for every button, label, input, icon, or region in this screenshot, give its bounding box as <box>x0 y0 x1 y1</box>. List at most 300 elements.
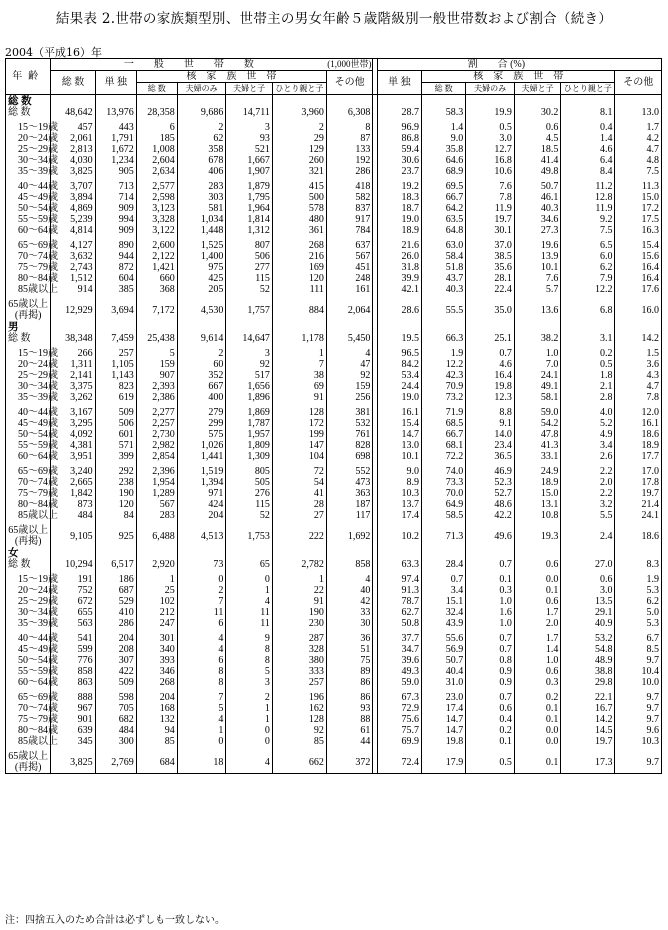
table-row <box>6 692 662 703</box>
value-cell: 4,530 <box>177 299 226 321</box>
value-cell: 91 <box>272 392 326 403</box>
value-cell: 40 <box>326 585 372 596</box>
value-cell: 2 <box>177 585 226 596</box>
value-cell: 19.8 <box>466 381 515 392</box>
row-label: 総 数 <box>6 107 51 118</box>
value-cell: 59.4 <box>377 144 421 155</box>
value-cell: 78.7 <box>377 596 421 607</box>
value-cell: 3,825 <box>51 751 95 774</box>
value-cell: 368 <box>136 284 177 295</box>
value-cell: 12.3 <box>466 392 515 403</box>
row-label: 20～24歳 <box>6 585 51 596</box>
value-cell: 567 <box>136 499 177 510</box>
value-cell: 85 <box>272 736 326 747</box>
value-cell: 56.9 <box>422 644 466 655</box>
value-cell: 26.0 <box>377 251 421 262</box>
empty-cell <box>615 547 662 559</box>
value-cell: 361 <box>272 225 326 236</box>
value-cell: 15.0 <box>615 192 662 203</box>
age-header: 年齢 <box>6 59 51 95</box>
value-cell: 63.5 <box>422 214 466 225</box>
table-row <box>6 299 662 321</box>
value-cell: 18 <box>177 751 226 774</box>
value-cell: 761 <box>326 429 372 440</box>
table-row <box>6 225 662 236</box>
empty-cell <box>226 547 272 559</box>
value-cell: 15.4 <box>377 418 421 429</box>
value-cell: 28.7 <box>377 107 421 118</box>
value-cell: 0.1 <box>514 585 560 596</box>
value-cell: 64.8 <box>422 225 466 236</box>
value-cell: 8.8 <box>466 407 515 418</box>
value-cell: 7 <box>177 692 226 703</box>
value-cell: 858 <box>51 666 95 677</box>
value-cell: 94 <box>136 725 177 736</box>
table-row <box>6 273 662 284</box>
value-cell: 10.2 <box>377 525 421 547</box>
value-cell: 1,026 <box>177 440 226 451</box>
value-cell: 967 <box>51 703 95 714</box>
value-cell: 2,064 <box>326 299 372 321</box>
value-cell: 38 <box>272 370 326 381</box>
value-cell: 805 <box>226 466 272 477</box>
ratio-unit-label: (%) <box>510 59 526 70</box>
value-cell: 54 <box>272 477 326 488</box>
row-label: 35～39歳 <box>6 618 51 629</box>
value-cell: 204 <box>136 692 177 703</box>
value-cell: 6 <box>177 618 226 629</box>
ratio-single-header: 単 独 <box>377 71 421 95</box>
value-cell: 6.2 <box>615 596 662 607</box>
value-cell: 12.2 <box>561 284 615 295</box>
empty-cell <box>326 547 372 559</box>
value-cell: 0.6 <box>514 122 560 133</box>
value-cell: 1,896 <box>226 392 272 403</box>
empty-cell <box>177 95 226 108</box>
value-cell: 8.3 <box>615 559 662 570</box>
table-row <box>6 488 662 499</box>
section-title: 男 <box>6 321 51 333</box>
value-cell: 1,008 <box>136 144 177 155</box>
value-cell: 13.7 <box>377 499 421 510</box>
value-cell: 406 <box>177 166 226 177</box>
value-cell: 75 <box>326 655 372 666</box>
value-cell: 190 <box>95 488 136 499</box>
table-row <box>6 633 662 644</box>
single-parent-header: ひとり親と子 <box>272 83 326 95</box>
value-cell: 639 <box>51 725 95 736</box>
value-cell: 1,400 <box>177 251 226 262</box>
empty-cell <box>514 321 560 333</box>
value-cell: 14.2 <box>561 714 615 725</box>
value-cell: 4,814 <box>51 225 95 236</box>
value-cell: 2 <box>272 122 326 133</box>
value-cell: 399 <box>95 451 136 462</box>
value-cell: 0.7 <box>422 574 466 585</box>
value-cell: 698 <box>326 451 372 462</box>
value-cell: 4 <box>326 574 372 585</box>
row-label: 80～84歳 <box>6 725 51 736</box>
value-cell: 10.3 <box>615 736 662 747</box>
row-label: 25～29歳 <box>6 370 51 381</box>
value-cell: 199 <box>272 429 326 440</box>
value-cell: 19.2 <box>377 181 421 192</box>
household-table-container <box>5 58 662 774</box>
value-cell: 9.6 <box>615 725 662 736</box>
table-row <box>6 133 662 144</box>
value-cell: 9.0 <box>377 466 421 477</box>
value-cell: 1,907 <box>226 166 272 177</box>
value-cell: 1.0 <box>466 596 515 607</box>
value-cell: 18.7 <box>377 203 421 214</box>
value-cell: 104 <box>272 451 326 462</box>
value-cell: 473 <box>326 477 372 488</box>
value-cell: 48.6 <box>466 499 515 510</box>
value-cell: 619 <box>95 392 136 403</box>
row-label: 80～84歳 <box>6 499 51 510</box>
value-cell: 752 <box>51 585 95 596</box>
value-cell: 47 <box>326 359 372 370</box>
total-header: 総 数 <box>51 71 95 95</box>
value-cell: 714 <box>95 192 136 203</box>
empty-cell <box>377 321 421 333</box>
value-cell: 345 <box>51 736 95 747</box>
value-cell: 29.8 <box>561 677 615 688</box>
value-cell: 292 <box>95 466 136 477</box>
value-cell: 19.7 <box>561 736 615 747</box>
row-label <box>6 525 51 547</box>
table-row <box>6 574 662 585</box>
value-cell: 300 <box>95 736 136 747</box>
value-cell: 0.1 <box>514 714 560 725</box>
value-cell: 2,665 <box>51 477 95 488</box>
value-cell: 6.7 <box>615 633 662 644</box>
nuclear-header: 核 家 族 世 帯 <box>136 71 326 83</box>
row-label: 60～64歳 <box>6 677 51 688</box>
value-cell: 30.1 <box>466 225 515 236</box>
other-header: その他 <box>326 71 372 95</box>
value-cell: 11.9 <box>561 203 615 214</box>
table-row <box>6 510 662 521</box>
row-label: 総 数 <box>6 333 51 344</box>
value-cell: 1 <box>272 348 326 359</box>
table-body <box>6 95 662 774</box>
value-cell: 38.8 <box>561 666 615 677</box>
household-table <box>5 58 662 774</box>
value-cell: 13,976 <box>95 107 136 118</box>
value-cell: 7.0 <box>514 359 560 370</box>
value-cell: 0.7 <box>466 348 515 359</box>
value-cell: 41.4 <box>514 155 560 166</box>
value-cell: 9.2 <box>561 214 615 225</box>
empty-cell <box>514 547 560 559</box>
value-cell: 662 <box>272 751 326 774</box>
ratio-header-end <box>615 59 662 71</box>
value-cell: 7.9 <box>561 273 615 284</box>
value-cell: 1.7 <box>514 633 560 644</box>
value-cell: 0 <box>226 736 272 747</box>
value-cell: 4.6 <box>561 144 615 155</box>
empty-cell <box>95 321 136 333</box>
value-cell: 4.2 <box>615 133 662 144</box>
value-cell: 55.6 <box>422 633 466 644</box>
value-cell: 807 <box>226 240 272 251</box>
value-cell: 25.1 <box>466 333 515 344</box>
value-cell: 38,348 <box>51 333 95 344</box>
empty-cell <box>466 321 515 333</box>
value-cell: 14.2 <box>615 333 662 344</box>
value-cell: 46.1 <box>514 192 560 203</box>
value-cell: 3,123 <box>136 203 177 214</box>
value-cell: 2,257 <box>136 418 177 429</box>
value-cell: 19.8 <box>422 736 466 747</box>
value-cell: 35.6 <box>466 262 515 273</box>
value-cell: 5 <box>177 703 226 714</box>
row-label: 45～49歳 <box>6 644 51 655</box>
value-cell: 55.5 <box>422 299 466 321</box>
value-cell: 5,239 <box>51 214 95 225</box>
value-cell: 41.3 <box>514 440 560 451</box>
table-row <box>6 348 662 359</box>
value-cell: 994 <box>95 214 136 225</box>
value-cell: 517 <box>226 370 272 381</box>
value-cell: 12.0 <box>615 407 662 418</box>
section-title-row <box>6 95 662 108</box>
value-cell: 43.9 <box>422 618 466 629</box>
value-cell: 18.9 <box>615 440 662 451</box>
value-cell: 69 <box>272 381 326 392</box>
value-cell: 72.9 <box>377 703 421 714</box>
value-cell: 914 <box>51 284 95 295</box>
value-cell: 115 <box>226 273 272 284</box>
value-cell: 598 <box>95 692 136 703</box>
value-cell: 12,929 <box>51 299 95 321</box>
value-cell: 17.4 <box>422 703 466 714</box>
year-label: 2004（平成16）年 <box>5 46 102 59</box>
value-cell: 358 <box>177 144 226 155</box>
value-cell: 678 <box>177 155 226 166</box>
ratio-other-header: その他 <box>615 71 662 95</box>
value-cell: 2,600 <box>136 240 177 251</box>
value-cell: 506 <box>95 418 136 429</box>
value-cell: 42.2 <box>466 510 515 521</box>
value-cell: 3.4 <box>561 440 615 451</box>
value-cell: 28.6 <box>377 299 421 321</box>
value-cell: 660 <box>136 273 177 284</box>
value-cell: 2,577 <box>136 181 177 192</box>
value-cell: 400 <box>177 392 226 403</box>
value-cell: 1.4 <box>561 133 615 144</box>
value-cell: 92 <box>272 725 326 736</box>
value-cell: 205 <box>177 284 226 295</box>
value-cell: 0.1 <box>466 574 515 585</box>
value-cell: 604 <box>95 273 136 284</box>
value-cell: 2.2 <box>561 466 615 477</box>
value-cell: 35.8 <box>422 144 466 155</box>
value-cell: 38.2 <box>514 333 560 344</box>
value-cell: 5 <box>226 666 272 677</box>
value-cell: 2 <box>177 348 226 359</box>
empty-cell <box>561 321 615 333</box>
value-cell: 1,753 <box>226 525 272 547</box>
value-cell: 25,438 <box>136 333 177 344</box>
value-cell: 38.5 <box>466 251 515 262</box>
value-cell: 63.3 <box>377 559 421 570</box>
value-cell: 3,262 <box>51 392 95 403</box>
value-cell: 667 <box>177 381 226 392</box>
ratio-single-parent-header: ひとり親と子 <box>561 83 615 95</box>
value-cell: 18.9 <box>514 477 560 488</box>
table-row <box>6 714 662 725</box>
value-cell: 91 <box>272 596 326 607</box>
value-cell: 0 <box>177 736 226 747</box>
row-label: 65～69歳 <box>6 692 51 703</box>
value-cell: 682 <box>95 714 136 725</box>
value-cell: 17.4 <box>377 510 421 521</box>
value-cell: 890 <box>95 240 136 251</box>
empty-cell <box>51 95 95 108</box>
value-cell: 4,381 <box>51 440 95 451</box>
value-cell: 1,234 <box>95 155 136 166</box>
empty-cell <box>136 95 177 108</box>
value-cell: 287 <box>272 633 326 644</box>
value-cell: 18.9 <box>377 225 421 236</box>
value-cell: 8.4 <box>561 166 615 177</box>
value-cell: 53.2 <box>561 633 615 644</box>
value-cell: 8.1 <box>561 107 615 118</box>
value-cell: 52 <box>226 284 272 295</box>
value-cell: 529 <box>95 596 136 607</box>
value-cell: 506 <box>226 251 272 262</box>
value-cell: 34.6 <box>514 214 560 225</box>
value-cell: 162 <box>272 703 326 714</box>
value-cell: 256 <box>326 392 372 403</box>
value-cell: 1 <box>226 703 272 714</box>
value-cell: 1,957 <box>226 429 272 440</box>
value-cell: 19.0 <box>377 392 421 403</box>
value-cell: 60 <box>177 359 226 370</box>
value-cell: 2.0 <box>514 618 560 629</box>
value-cell: 84 <box>95 510 136 521</box>
value-cell: 68.9 <box>422 166 466 177</box>
empty-cell <box>561 95 615 108</box>
row-label-line1: 65歳以上 <box>8 525 49 536</box>
value-cell: 837 <box>326 203 372 214</box>
value-cell: 4 <box>326 348 372 359</box>
value-cell: 47.8 <box>514 429 560 440</box>
value-cell: 3,295 <box>51 418 95 429</box>
value-cell: 61 <box>326 725 372 736</box>
table-row <box>6 736 662 747</box>
value-cell: 72 <box>272 466 326 477</box>
value-cell: 601 <box>95 429 136 440</box>
value-cell: 86 <box>326 677 372 688</box>
value-cell: 3.2 <box>561 499 615 510</box>
value-cell: 4.7 <box>615 381 662 392</box>
value-cell: 279 <box>177 407 226 418</box>
value-cell: 9.0 <box>422 133 466 144</box>
value-cell: 1,842 <box>51 488 95 499</box>
value-cell: 5.2 <box>561 418 615 429</box>
value-cell: 15.4 <box>615 240 662 251</box>
value-cell: 67.3 <box>377 692 421 703</box>
value-cell: 541 <box>51 633 95 644</box>
value-cell: 1,757 <box>226 299 272 321</box>
value-cell: 8 <box>326 122 372 133</box>
value-cell: 0.6 <box>514 559 560 570</box>
page-title: 結果表 2.世帯の家族類型別、世帯主の男女年齢５歳階級別一般世帯数および割合（続き） <box>55 11 613 27</box>
value-cell: 14,647 <box>226 333 272 344</box>
value-cell: 8 <box>177 666 226 677</box>
value-cell: 190 <box>272 607 326 618</box>
value-cell: 73.3 <box>422 477 466 488</box>
value-cell: 238 <box>95 477 136 488</box>
value-cell: 10.4 <box>615 666 662 677</box>
value-cell: 13.5 <box>561 596 615 607</box>
value-cell: 4,092 <box>51 429 95 440</box>
value-cell: 9,614 <box>177 333 226 344</box>
value-cell: 3,894 <box>51 192 95 203</box>
row-label: 55～59歳 <box>6 666 51 677</box>
value-cell: 1.9 <box>422 348 466 359</box>
row-label <box>6 751 51 774</box>
value-cell: 346 <box>136 666 177 677</box>
row-label: 15～19歳 <box>6 122 51 133</box>
value-cell: 14.5 <box>561 725 615 736</box>
value-cell: 415 <box>272 181 326 192</box>
value-cell: 23.7 <box>377 166 421 177</box>
value-cell: 128 <box>272 407 326 418</box>
value-cell: 44 <box>326 736 372 747</box>
value-cell: 37.0 <box>466 240 515 251</box>
value-cell: 19.9 <box>466 107 515 118</box>
value-cell: 13.1 <box>514 499 560 510</box>
row-label: 60～64歳 <box>6 451 51 462</box>
value-cell: 1 <box>272 574 326 585</box>
value-cell: 204 <box>177 510 226 521</box>
table-row <box>6 407 662 418</box>
value-cell: 0.7 <box>466 633 515 644</box>
section-title: 総 数 <box>6 95 51 108</box>
value-cell: 1,143 <box>95 370 136 381</box>
value-cell: 17.6 <box>615 284 662 295</box>
value-cell: 35.0 <box>466 299 515 321</box>
value-cell: 0.8 <box>466 655 515 666</box>
row-label: 55～59歳 <box>6 214 51 225</box>
value-cell: 9,105 <box>51 525 95 547</box>
value-cell: 4 <box>177 633 226 644</box>
value-cell: 24.9 <box>514 466 560 477</box>
value-cell: 6,488 <box>136 525 177 547</box>
value-cell: 2,386 <box>136 392 177 403</box>
value-cell: 147 <box>272 440 326 451</box>
value-cell: 1,964 <box>226 203 272 214</box>
value-cell: 8 <box>226 655 272 666</box>
value-cell: 1.0 <box>514 348 560 359</box>
value-cell: 6.5 <box>561 240 615 251</box>
empty-cell <box>136 321 177 333</box>
value-cell: 3,240 <box>51 466 95 477</box>
row-label-line1: 65歳以上 <box>8 751 49 762</box>
value-cell: 30.6 <box>377 155 421 166</box>
table-row <box>6 333 662 344</box>
ratio-label: 割 合 <box>467 59 508 70</box>
value-cell: 299 <box>177 418 226 429</box>
empty-cell <box>514 95 560 108</box>
value-cell: 50.8 <box>377 618 421 629</box>
value-cell: 24.4 <box>377 381 421 392</box>
value-cell: 975 <box>177 262 226 273</box>
